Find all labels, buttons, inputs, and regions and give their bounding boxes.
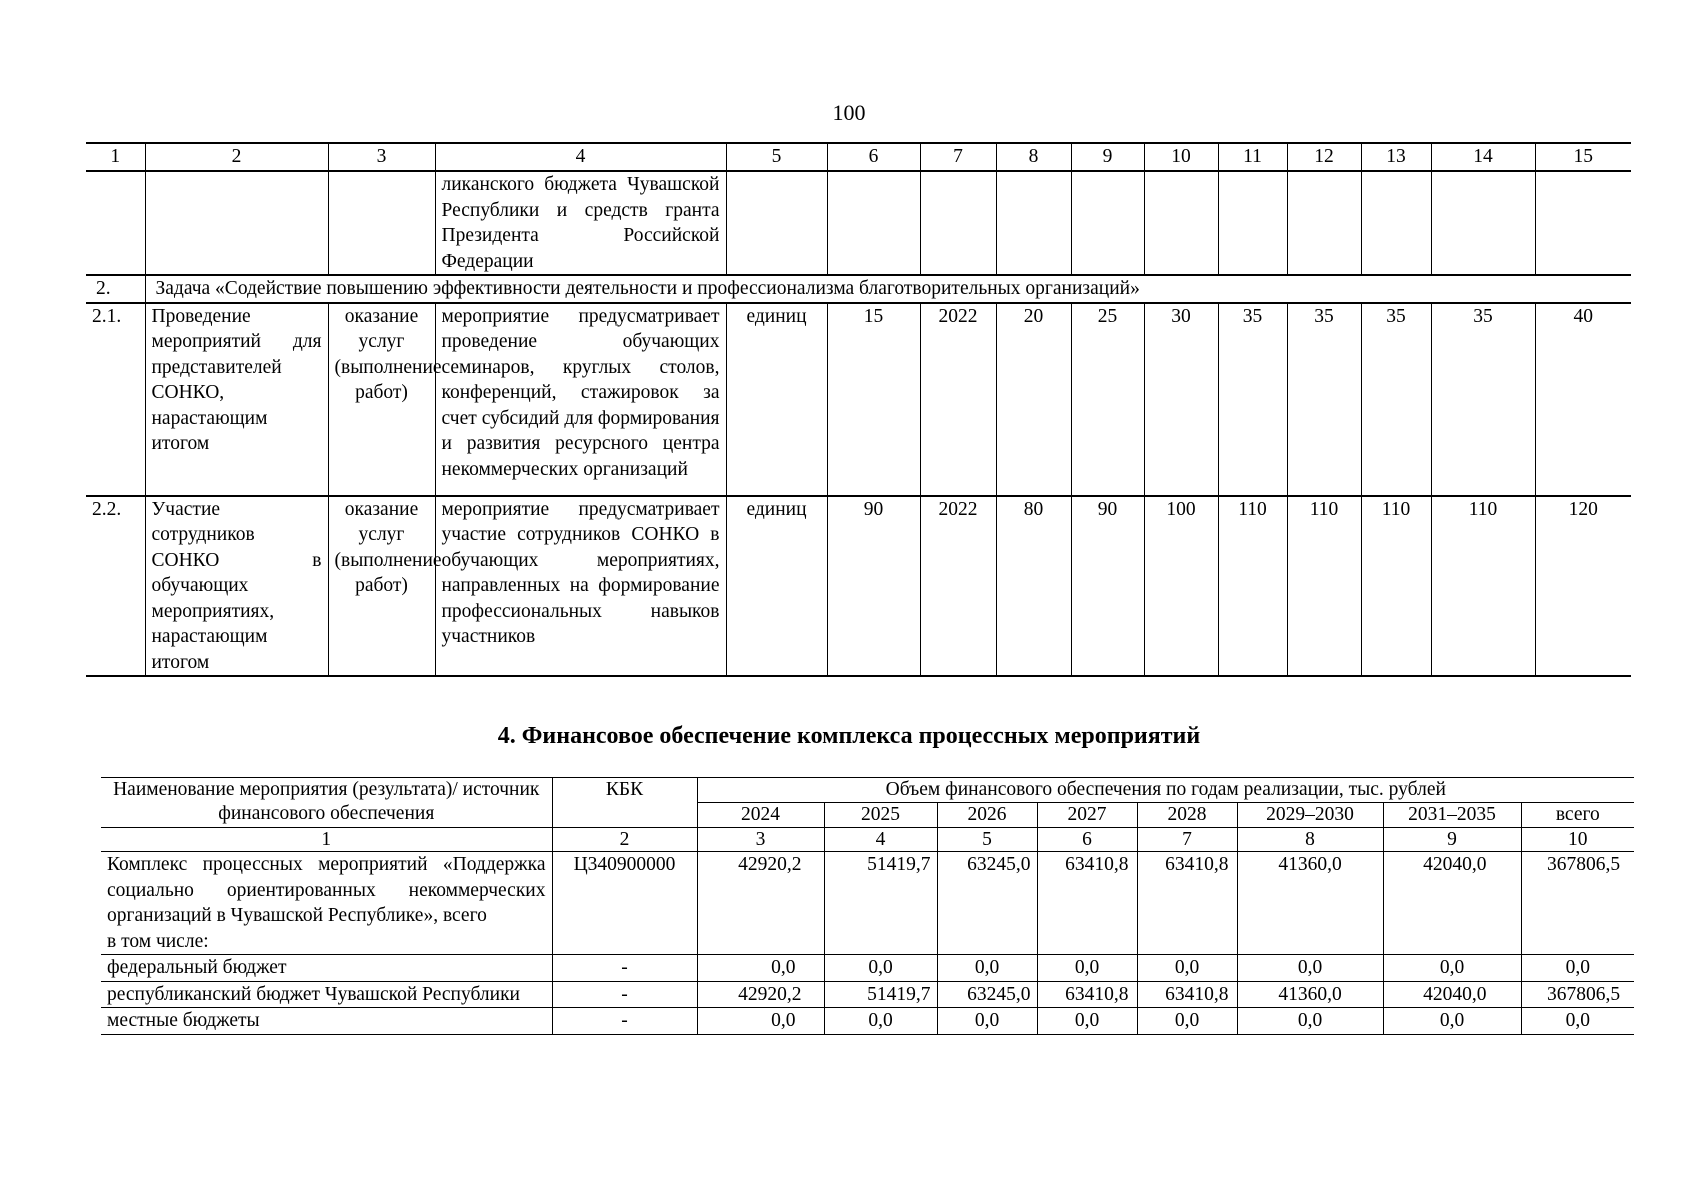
value-cell: 0,0 xyxy=(1137,1008,1237,1035)
value-cell: 0,0 xyxy=(1037,955,1137,982)
value-cell: 63245,0 xyxy=(937,981,1037,1008)
measure-description: мероприятие предусматривает участие сотрудников СОНКО в обучающих мероприятиях, направленных на формирование профессиональных навыков участников xyxy=(435,496,726,677)
col-number: 14 xyxy=(1431,143,1535,171)
col-number: 1 xyxy=(101,828,552,852)
table-row xyxy=(86,171,1631,275)
measure-name: Участие сотрудников СОНКО в обучающих мероприятиях, нарастающим итогом xyxy=(145,496,328,677)
page-number: 100 xyxy=(832,100,866,125)
value-cell: 63245,0 xyxy=(937,852,1037,955)
col-number: 6 xyxy=(1037,828,1137,852)
financing-table xyxy=(101,777,1634,1035)
value-cell: 0,0 xyxy=(697,955,824,982)
value-cell: 41360,0 xyxy=(1237,852,1383,955)
value-cell: 110 xyxy=(1431,496,1535,677)
col-number: 15 xyxy=(1535,143,1631,171)
col-number: 7 xyxy=(1137,828,1237,852)
row-number: 2.1. xyxy=(92,305,122,327)
value-cell: 110 xyxy=(1361,496,1431,677)
col-number: 2 xyxy=(552,828,697,852)
value-cell: 42040,0 xyxy=(1383,852,1521,955)
value-cell: 0,0 xyxy=(1237,1008,1383,1035)
row-name xyxy=(101,852,552,955)
header-year: 2024 xyxy=(697,803,824,828)
kbk-code: - xyxy=(552,981,697,1008)
value-cell: 63410,8 xyxy=(1037,981,1137,1008)
base-value: 90 xyxy=(827,496,920,677)
kbk-code: Ц340900000 xyxy=(552,852,697,955)
value-cell: 0,0 xyxy=(1383,1008,1521,1035)
header-year: 2027 xyxy=(1037,803,1137,828)
header-year: 2029–2030 xyxy=(1237,803,1383,828)
column-numbers-row xyxy=(101,828,1634,852)
col-number: 10 xyxy=(1144,143,1218,171)
table-header-row xyxy=(86,143,1631,171)
value-cell: 0,0 xyxy=(937,1008,1037,1035)
header-year: 2026 xyxy=(937,803,1037,828)
table-row xyxy=(86,496,1631,677)
measure-type: оказание услуг (выполнение работ) xyxy=(328,303,435,496)
value-cell: 35 xyxy=(1218,303,1287,496)
header-name: Наименование мероприятия (результата)/ источник финансового обеспечения xyxy=(101,778,552,828)
continued-description: ликанского бюджета Чувашской Республики и средств гранта Президента Российской Федерации xyxy=(435,171,726,275)
value-cell: 35 xyxy=(1431,303,1535,496)
value-cell: 35 xyxy=(1361,303,1431,496)
value-cell: 367806,5 xyxy=(1521,981,1634,1008)
col-number: 8 xyxy=(1237,828,1383,852)
row-number: 2.2. xyxy=(92,498,122,520)
header-volume: Объем финансового обеспечения по годам реализации, тыс. рублей xyxy=(697,778,1634,803)
col-number: 10 xyxy=(1521,828,1634,852)
base-value: 15 xyxy=(827,303,920,496)
value-cell: 110 xyxy=(1218,496,1287,677)
value-cell: 0,0 xyxy=(824,955,937,982)
value-cell: 63410,8 xyxy=(1137,981,1237,1008)
task-row xyxy=(86,275,1631,303)
value-cell: 0,0 xyxy=(1137,955,1237,982)
col-number: 12 xyxy=(1287,143,1361,171)
col-number: 9 xyxy=(1383,828,1521,852)
value-cell: 20 xyxy=(996,303,1071,496)
col-number: 6 xyxy=(827,143,920,171)
col-number: 7 xyxy=(920,143,996,171)
value-cell: 30 xyxy=(1144,303,1218,496)
col-number: 8 xyxy=(996,143,1071,171)
col-number: 5 xyxy=(726,143,827,171)
table-row xyxy=(86,303,1631,496)
col-number: 1 xyxy=(110,146,121,167)
value-cell: 0,0 xyxy=(697,1008,824,1035)
value-cell: 110 xyxy=(1287,496,1361,677)
col-number: 4 xyxy=(435,143,726,171)
unit: единиц xyxy=(726,496,827,677)
kbk-code: - xyxy=(552,955,697,982)
base-year: 2022 xyxy=(920,303,996,496)
col-number: 4 xyxy=(824,828,937,852)
value-cell: 42920,2 xyxy=(697,981,824,1008)
value-cell: 0,0 xyxy=(1521,955,1634,982)
col-number: 5 xyxy=(937,828,1037,852)
row-subtitle: в том числе: xyxy=(107,930,209,952)
table-row xyxy=(101,1008,1634,1035)
value-cell: 51419,7 xyxy=(824,981,937,1008)
col-number: 2 xyxy=(145,143,328,171)
header-year: 2025 xyxy=(824,803,937,828)
measure-name: Проведение мероприятий для представителей СОНКО, нарастающим итогом xyxy=(145,303,328,496)
measure-description: мероприятие предусматривает проведение обучающих семинаров, круглых столов, конференций, стажировок за счет субсидий для формирования и развития ресурсного центра некоммерческих организаций xyxy=(435,303,726,496)
header-kbk: КБК xyxy=(552,778,697,828)
value-cell: 41360,0 xyxy=(1237,981,1383,1008)
col-number: 3 xyxy=(328,143,435,171)
col-number: 11 xyxy=(1218,143,1287,171)
value-cell: 80 xyxy=(996,496,1071,677)
value-cell: 100 xyxy=(1144,496,1218,677)
table-row xyxy=(101,955,1634,982)
value-cell: 0,0 xyxy=(824,1008,937,1035)
task-number: 2. xyxy=(96,278,111,299)
task-text: Задача «Содействие повышению эффективности деятельности и профессионализма благотворительных организаций» xyxy=(145,275,1631,303)
value-cell: 51419,7 xyxy=(824,852,937,955)
value-cell: 63410,8 xyxy=(1137,852,1237,955)
row-name: местные бюджеты xyxy=(101,1008,552,1035)
header-year: 2028 xyxy=(1137,803,1237,828)
row-name-text: Комплекс процессных мероприятий «Поддержка социально ориентированных некоммерческих организаций в Чувашской Республике», всего xyxy=(107,854,546,926)
table-header-row xyxy=(101,778,1634,803)
value-cell: 0,0 xyxy=(1521,1008,1634,1035)
kbk-code: - xyxy=(552,1008,697,1035)
value-cell: 63410,8 xyxy=(1037,852,1137,955)
value-cell: 25 xyxy=(1071,303,1144,496)
value-cell: 42040,0 xyxy=(1383,981,1521,1008)
table-row xyxy=(101,981,1634,1008)
value-cell: 367806,5 xyxy=(1521,852,1634,955)
header-total: всего xyxy=(1521,803,1634,828)
measure-type: оказание услуг (выполнение работ) xyxy=(328,496,435,677)
value-cell: 0,0 xyxy=(937,955,1037,982)
col-number: 9 xyxy=(1071,143,1144,171)
base-year: 2022 xyxy=(920,496,996,677)
header-year: 2031–2035 xyxy=(1383,803,1521,828)
col-number: 13 xyxy=(1361,143,1431,171)
value-cell: 90 xyxy=(1071,496,1144,677)
value-cell: 120 xyxy=(1535,496,1631,677)
row-name: федеральный бюджет xyxy=(101,955,552,982)
unit: единиц xyxy=(726,303,827,496)
section-title: 4. Финансовое обеспечение комплекса процессных мероприятий xyxy=(497,723,1201,749)
col-number: 3 xyxy=(697,828,824,852)
table-row xyxy=(101,852,1634,955)
indicators-table xyxy=(86,142,1631,677)
value-cell: 0,0 xyxy=(1237,955,1383,982)
value-cell: 0,0 xyxy=(1037,1008,1137,1035)
value-cell: 42920,2 xyxy=(697,852,824,955)
value-cell: 0,0 xyxy=(1383,955,1521,982)
row-name: республиканский бюджет Чувашской Республики xyxy=(101,981,552,1008)
value-cell: 40 xyxy=(1535,303,1631,496)
value-cell: 35 xyxy=(1287,303,1361,496)
